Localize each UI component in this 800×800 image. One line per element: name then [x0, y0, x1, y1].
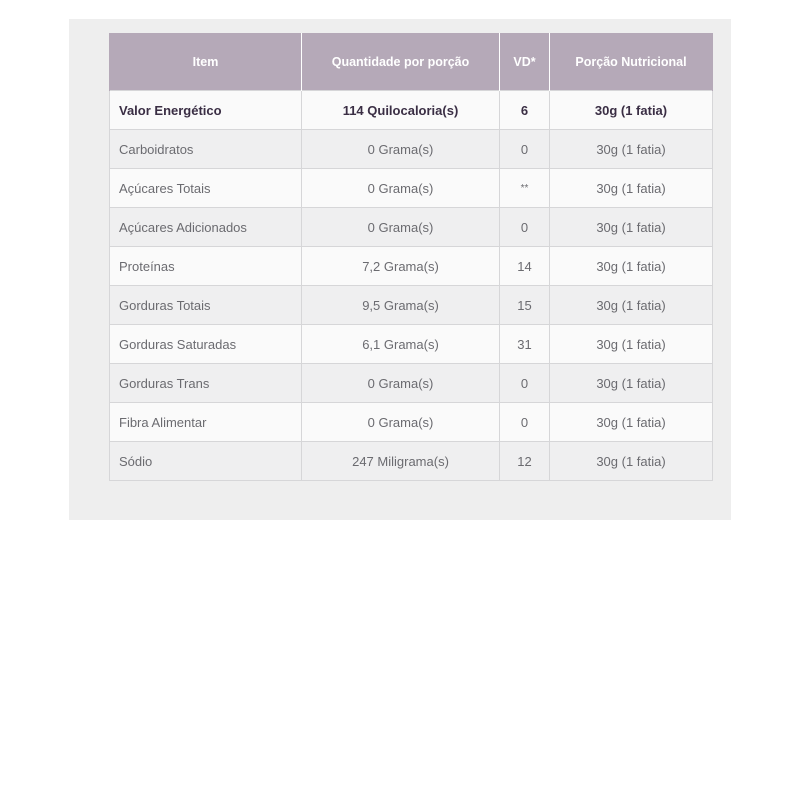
row-item-label: Gorduras Trans [110, 364, 302, 403]
table-row-carboidratos [110, 130, 713, 169]
table-row-sodio [110, 442, 713, 481]
row-quantidade: 0 Grama(s) [302, 169, 500, 208]
table-row-valor-energetico [110, 91, 713, 130]
header-porcao: Porção Nutricional [550, 33, 713, 91]
row-porcao: 30g (1 fatia) [550, 130, 713, 169]
row-item-label: Sódio [110, 442, 302, 481]
row-vd: 6 [500, 91, 550, 130]
row-porcao: 30g (1 fatia) [550, 208, 713, 247]
header-item: Item [110, 33, 302, 91]
row-vd: 0 [500, 364, 550, 403]
table-row-proteinas [110, 247, 713, 286]
row-porcao: 30g (1 fatia) [550, 247, 713, 286]
row-quantidade: 0 Grama(s) [302, 208, 500, 247]
row-quantidade: 6,1 Grama(s) [302, 325, 500, 364]
row-quantidade: 0 Grama(s) [302, 403, 500, 442]
row-vd: 31 [500, 325, 550, 364]
row-porcao: 30g (1 fatia) [550, 403, 713, 442]
row-quantidade: 247 Miligrama(s) [302, 442, 500, 481]
row-item-label: Carboidratos [110, 130, 302, 169]
row-quantidade: 7,2 Grama(s) [302, 247, 500, 286]
row-porcao: 30g (1 fatia) [550, 169, 713, 208]
row-vd: 0 [500, 403, 550, 442]
table-header [110, 33, 713, 91]
row-vd: 14 [500, 247, 550, 286]
row-porcao: 30g (1 fatia) [550, 286, 713, 325]
row-vd: 0 [500, 130, 550, 169]
row-quantidade: 0 Grama(s) [302, 364, 500, 403]
table-row-acucares-adicionados [110, 208, 713, 247]
row-porcao: 30g (1 fatia) [550, 442, 713, 481]
row-porcao: 30g (1 fatia) [550, 91, 713, 130]
row-vd: 0 [500, 208, 550, 247]
table-row-gorduras-totais [110, 286, 713, 325]
table-row-gorduras-saturadas [110, 325, 713, 364]
table-body [110, 91, 713, 481]
row-item-label: Açúcares Adicionados [110, 208, 302, 247]
row-vd: ** [500, 169, 550, 208]
row-item-label: Proteínas [110, 247, 302, 286]
table-row-fibra-alimentar [110, 403, 713, 442]
header-quantidade: Quantidade por porção [302, 33, 500, 91]
row-vd: 15 [500, 286, 550, 325]
row-porcao: 30g (1 fatia) [550, 325, 713, 364]
row-item-label: Fibra Alimentar [110, 403, 302, 442]
row-vd: 12 [500, 442, 550, 481]
row-item-label: Gorduras Totais [110, 286, 302, 325]
row-item-label: Açúcares Totais [110, 169, 302, 208]
header-vd: VD* [500, 33, 550, 91]
row-item-label: Valor Energético [110, 91, 302, 130]
table-row-gorduras-trans [110, 364, 713, 403]
row-quantidade: 0 Grama(s) [302, 130, 500, 169]
table-row-acucares-totais [110, 169, 713, 208]
row-quantidade: 9,5 Grama(s) [302, 286, 500, 325]
table-header-row [110, 33, 713, 91]
row-porcao: 30g (1 fatia) [550, 364, 713, 403]
row-quantidade: 114 Quilocaloria(s) [302, 91, 500, 130]
nutrition-table [109, 33, 713, 481]
row-item-label: Gorduras Saturadas [110, 325, 302, 364]
